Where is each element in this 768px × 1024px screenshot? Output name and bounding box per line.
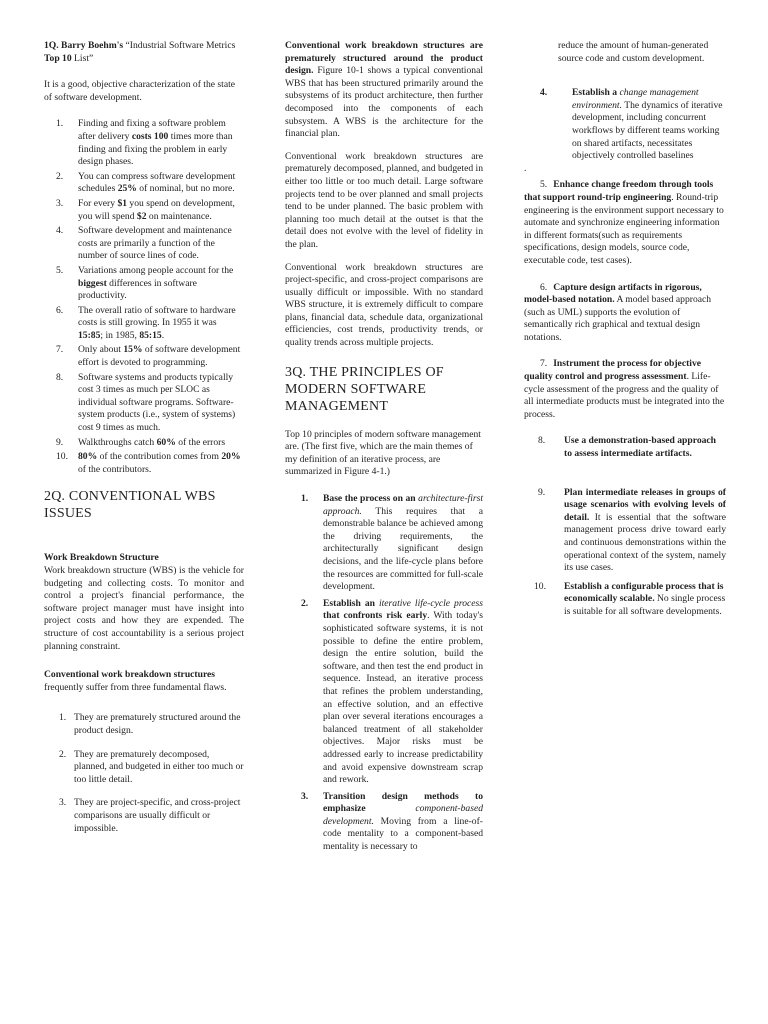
text: of the contributors. xyxy=(78,463,152,475)
bold-text: Base the process on an xyxy=(323,493,419,505)
item-text: They are prematurely decomposed, planned, and budgeted in either too much or too little detail. xyxy=(74,748,244,785)
text: No single process is suitable for all software developments. xyxy=(564,593,726,617)
column-1 xyxy=(44,40,244,847)
item-number: 1. xyxy=(56,118,64,130)
bold-text: 25% xyxy=(117,183,137,195)
text: Moving from a line-of-code mentality to a component-based mentality is necessary to xyxy=(323,815,483,853)
item-number: 5. xyxy=(56,264,64,276)
principle-4 xyxy=(524,87,726,175)
bold-text: Establish a configurable process that is economically scalable. xyxy=(564,580,724,605)
list-item xyxy=(285,598,483,787)
principles-intro: Top 10 principles of modern software management are. (The first five, which are the main themes of my definition of an iterative process, are summarized in Figure 4-1.) xyxy=(285,428,481,478)
text: Figure 10-1 shows a typical conventional WBS that has been structured primarily around the subsystems of its product architecture, then further decomposed into the components of each subsystem. A WBS is the architecture for the financial plan. xyxy=(285,65,483,140)
item-number: 3. xyxy=(56,197,64,209)
bold-text: Capture design artifacts in rigorous, model-based notation. xyxy=(524,281,702,306)
wbs-flaw-1-paragraph xyxy=(285,40,483,141)
bold-text: 80% xyxy=(78,451,98,463)
text: . xyxy=(161,329,165,341)
principles-heading: 3Q. THE PRINCIPLES OF MODERN SOFTWARE MANAGEMENT xyxy=(285,364,444,414)
bold-text: Establish an xyxy=(323,597,379,609)
bold-text: costs 100 xyxy=(131,130,169,142)
item-number: 1. xyxy=(59,712,67,724)
principle-7 xyxy=(524,358,726,421)
text: Only about xyxy=(78,344,124,356)
item-number: 1. xyxy=(301,493,309,505)
item-number: 10. xyxy=(534,580,546,592)
stray-period: . xyxy=(524,162,527,174)
principle-3-continued: reduce the amount of human-generated source code and custom development. xyxy=(558,40,709,64)
item-number: 7. xyxy=(56,344,64,356)
heading-pre: 1Q. Barry Boehm's xyxy=(44,40,126,51)
list-item xyxy=(44,225,244,263)
text: . Life-cycle assessment of the progress and the quality of all intermediate products must be integrated into the process. xyxy=(524,371,725,420)
bold-text: Establish a xyxy=(572,87,620,99)
text: times more than finding and fixing the problem in early design phases. xyxy=(78,130,233,168)
list-item xyxy=(44,749,244,787)
wbs-flaws-list xyxy=(44,712,244,835)
item-number: 2. xyxy=(59,748,67,760)
text: It is essential that the software management process drive toward early and continuous demonstrations within the operational context of the system, namely its use cases. xyxy=(564,511,726,574)
flaws-rest: frequently suffer from three fundamental flaws. xyxy=(44,681,227,693)
text: of software development effort is devoted to programming. xyxy=(78,344,241,369)
bold-text: Transition design methods to emphasize xyxy=(323,790,483,815)
text: Software development and maintenance costs are primarily a function of the number of source lines of code. xyxy=(78,225,232,262)
principle-10 xyxy=(524,581,726,619)
text: Finding and fixing a software problem after delivery xyxy=(78,118,226,142)
boehm-heading xyxy=(44,40,244,65)
item-number: 5. xyxy=(540,179,548,191)
bold-text: Conventional work breakdown structures are prematurely structured around the product design. xyxy=(285,40,483,77)
list-item xyxy=(44,305,244,343)
bold-text: Use a demonstration-based approach to assess intermediate artifacts. xyxy=(564,435,717,460)
boehm-facts-list xyxy=(44,118,244,476)
list-item xyxy=(44,451,244,476)
text: you spend on development, you will spend xyxy=(78,197,235,222)
principle-5 xyxy=(524,179,726,267)
principle-8 xyxy=(524,435,726,460)
bold-text: Enhance change freedom through tools that support round-trip engineering xyxy=(524,179,714,203)
text: ; in 1985, xyxy=(100,329,140,341)
item-number: 3. xyxy=(59,797,67,809)
list-item xyxy=(44,118,244,168)
list-item xyxy=(285,791,483,854)
list-item xyxy=(44,372,244,435)
bold-text: Plan intermediate releases in groups of usage scenarios with evolving levels of detail. xyxy=(564,486,726,523)
bold-text: 60% xyxy=(156,436,176,448)
item-number: 9. xyxy=(538,486,546,498)
bold-text: biggest xyxy=(78,277,107,289)
bold-text: 20% xyxy=(221,451,241,463)
column-2 xyxy=(285,40,483,866)
wbs-flaw-3-paragraph: Conventional work breakdown structures are project-specific, and cross-project comparisons are usually difficult or impossible. With no standard WBS structure, it is extremely difficult to compare plans, financial data, schedule data, organizational efficiencies, cost trends, productivity trends, or quality trends across multiple projects. xyxy=(285,261,483,349)
list-item xyxy=(285,493,483,594)
heading-quote-b: List” xyxy=(71,52,94,64)
text: of the contribution comes from xyxy=(97,451,222,463)
text: A model based approach (such as UML) supports the evolution of semantically rich graphical and textual design notations. xyxy=(524,294,712,343)
column-3 xyxy=(524,40,726,619)
text: You can compress software development schedules xyxy=(78,170,236,195)
text: on maintenance. xyxy=(146,210,212,222)
item-number: 8. xyxy=(56,371,64,383)
text: . Round-trip engineering is the environment support necessary to automate and synchronize engineering information in different formats(such as requirements specifications, design models, source code, executable code, test cases). xyxy=(524,191,724,266)
bold-text: $1 xyxy=(117,197,128,209)
item-text: They are prematurely structured around the product design. xyxy=(74,712,241,736)
text: of the errors xyxy=(175,436,226,448)
list-item xyxy=(44,712,244,737)
flaws-bold: Conventional work breakdown structures xyxy=(44,669,216,681)
item-number: 10. xyxy=(56,451,68,463)
item-number: 4. xyxy=(540,87,548,99)
text: Software systems and products typically cost 3 times as much per SLOC as individual software programs. Software-system products (i.e., system of systems) cost 9 times as much. xyxy=(78,371,236,434)
list-item xyxy=(44,171,244,196)
item-number: 8. xyxy=(538,435,546,447)
item-number: 2. xyxy=(301,597,309,609)
list-item xyxy=(44,344,244,369)
heading-quote-a: “Industrial Software Metrics xyxy=(125,40,236,51)
item-text: They are project-specific, and cross-project comparisons are usually difficult or impossible. xyxy=(74,797,241,834)
wbs-paragraph: Work breakdown structure (WBS) is the vehicle for budgeting and collecting costs. To monitor and control a project's financial performance, the software project manager must have insight into project costs and how they are expended. The structure of cost accountability is a serious project planning constraint. xyxy=(44,565,244,652)
bold-text: Instrument the process for objective quality control and progress assessment xyxy=(524,358,701,383)
bold-text: 15:85 xyxy=(78,329,101,341)
item-number: 9. xyxy=(56,436,64,448)
text: Walkthroughs catch xyxy=(78,436,157,448)
principle-9 xyxy=(524,487,726,575)
text: This requires that a demonstrable balance be achieved among the driving requirements, the architecturally significant design decisions, and the life-cycle plans before the resources are committed for full-scale development. xyxy=(323,505,483,593)
item-number: 6. xyxy=(540,281,548,293)
principles-list xyxy=(285,493,483,854)
principle-6 xyxy=(524,282,726,345)
heading-bold: Top 10 xyxy=(44,52,72,64)
bold-text: 85:15 xyxy=(139,329,162,341)
text: of nominal, but no more. xyxy=(136,183,235,195)
wbs-heading: 2Q. CONVENTIONAL WBS ISSUES xyxy=(44,489,216,522)
list-item xyxy=(44,797,244,835)
bold-text: $2 xyxy=(136,210,147,222)
italic-text: component-based development. xyxy=(323,803,483,827)
text: For every xyxy=(78,197,118,209)
text: The dynamics of iterative development, including concurrent workflows by different teams working on shared artifacts, necessitates objectively controlled baselines xyxy=(572,99,723,162)
list-item xyxy=(44,265,244,303)
list-item xyxy=(44,198,244,223)
item-number: 3. xyxy=(301,790,309,802)
item-number: 7. xyxy=(540,358,548,370)
italic-text: architecture-first approach. xyxy=(323,493,483,517)
wbs-subheading: Work Breakdown Structure xyxy=(44,552,159,564)
italic-text: iterative life-cycle process xyxy=(378,597,483,609)
flaws-intro xyxy=(44,669,244,694)
list-item xyxy=(44,437,244,450)
bold-text: that confronts risk early xyxy=(323,610,428,622)
text: . With today's sophisticated software systems, it is not possible to define the entire problem, design the entire solution, build the software, and then test the end product in sequence. Instead, an iterative process that refines the problem understanding, an effective solution, and an effective plan over several iterations encourages a balanced treatment of all stakeholder objectives. Major risks must be addressed early to increase predictability and avoid expensive downstream scrap and rework. xyxy=(323,610,483,786)
item-number: 6. xyxy=(56,304,64,316)
text: Variations among people account for the xyxy=(78,264,234,276)
item-number: 2. xyxy=(56,170,64,182)
boehm-intro: It is a good, objective characterization of the state of software development. xyxy=(44,79,235,103)
bold-text: 15% xyxy=(123,344,143,356)
text: The overall ratio of software to hardware costs is still growing. In 1955 it was xyxy=(78,304,236,329)
item-number: 4. xyxy=(56,225,64,237)
text: differences in software productivity. xyxy=(78,277,197,302)
italic-text: change management environment. xyxy=(572,87,699,111)
wbs-flaw-2-paragraph: Conventional work breakdown structures are prematurely decomposed, planned, and budgeted in either too little or too much detail. Large software projects tend to be over planned and small projects tend to be under planned. The basic problem with planning too much detail at the outset is that the detail does not evolve with the level of fidelity in the plan. xyxy=(285,150,483,250)
